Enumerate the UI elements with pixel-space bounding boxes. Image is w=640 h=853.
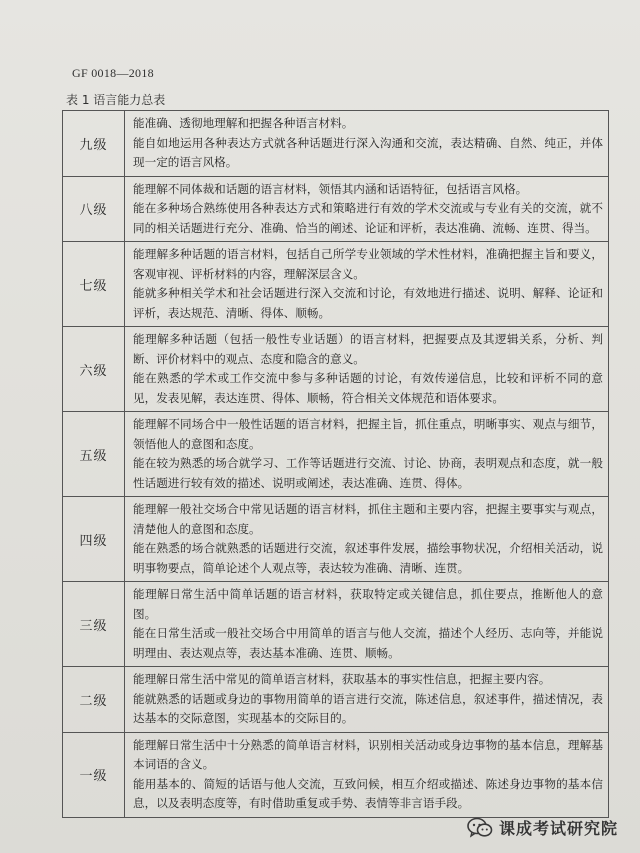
description-line: 能在熟悉的场合就熟悉的话题进行交流，叙述事件发展，描绘事物状况，介绍相关活动，说明事物要点，简单论述个人观点等，表达较为准确、清晰、连贯。: [133, 541, 603, 575]
table-caption: 表 1 语言能力总表: [66, 93, 166, 107]
description-line: 能用基本的、简短的话语与他人交流，互致问候，相互介绍或描述、陈述身边事物的基本信息，以及表明态度等，有时借助重复或手势、表情等非言语手段。: [133, 776, 603, 810]
description-line: 能理解多种话题（包括一般性专业话题）的语言材料，把握要点及其逻辑关系，分析、判断、评价材料中的观点、态度和隐含的意义。: [133, 332, 603, 366]
level-name: 二级: [63, 667, 125, 733]
level-description: [125, 327, 609, 412]
table-row: [63, 242, 609, 327]
level-description: [125, 732, 609, 817]
table-row: [63, 732, 609, 817]
description-line: 能理解不同体裁和话题的语言材料，领悟其内涵和话语特征，包括语言风格。: [133, 181, 528, 196]
description-line: 能理解一般社交场合中常见话题的语言材料，抓住主题和主要内容，把握主要事实与观点，清楚他人的意图和态度。: [133, 502, 603, 536]
watermark-text: 课成考试研究院: [498, 819, 618, 838]
description-line: 能理解日常生活中十分熟悉的简单语言材料，识别相关活动或身边事物的基本信息，理解基本词语的含义。: [133, 737, 603, 771]
table-row: [63, 667, 609, 733]
description-line: 能在熟悉的学术或工作交流中参与多种话题的讨论，有效传递信息，比较和评析不同的意见，发表见解，表达连贯、得体、顺畅，符合相关文体规范和语体要求。: [133, 371, 603, 405]
description-line: 能理解不同场合中一般性话题的语言材料，把握主旨，抓住重点，明晰事实、观点与细节，领悟他人的意图和态度。: [133, 417, 603, 451]
level-description: [125, 111, 609, 177]
description-line: 能准确、透彻地理解和把握各种语言材料。: [133, 116, 354, 130]
level-description: [125, 667, 609, 733]
level-description: [125, 242, 609, 327]
description-line: 能在日常生活或一般社交场合中用简单的语言与他人交流，描述个人经历、志向等，并能说明理由、表达观点等，表达基本准确、连贯、顺畅。: [133, 626, 603, 660]
table-row: [63, 176, 609, 242]
table-row: [63, 111, 609, 177]
level-name: 四级: [63, 497, 125, 582]
table-row: [63, 497, 609, 582]
level-description: [125, 582, 609, 667]
level-description: [125, 497, 609, 582]
level-name: 三级: [63, 582, 125, 667]
language-ability-table: [62, 110, 609, 818]
description-line: 能理解日常生活中常见的简单语言材料，获取基本的事实性信息，把握主要内容。: [133, 672, 551, 686]
table-row: [63, 327, 609, 412]
level-description: [125, 176, 609, 242]
level-name: 七级: [63, 242, 125, 327]
level-name: 九级: [63, 111, 125, 177]
level-name: 一级: [63, 732, 125, 817]
document-code: GF 0018—2018: [72, 66, 154, 80]
level-name: 八级: [63, 176, 125, 242]
description-line: 能在较为熟悉的场合就学习、工作等话题进行交流、讨论、协商，表明观点和态度，就一般性话题进行较有效的描述、说明或阐述，表达准确、连贯、得体。: [133, 456, 603, 490]
table-row: [63, 412, 609, 497]
level-name: 六级: [63, 327, 125, 412]
description-line: 能自如地运用各种表达方式就各种话题进行深入沟通和交流，表达精确、自然、纯正，并体现一定的语言风格。: [133, 135, 603, 169]
wechat-icon: [467, 817, 493, 839]
level-name: 五级: [63, 412, 125, 497]
description-line: 能就多种相关学术和社会话题进行深入交流和讨论，有效地进行描述、说明、解释、论证和评析，表达规范、清晰、得体、顺畅。: [133, 286, 603, 320]
description-line: 能就熟悉的话题或身边的事物用简单的语言进行交流，陈述信息，叙述事件，描述情况，表达基本的交际意图，实现基本的交际目的。: [133, 691, 603, 725]
description-line: 能理解日常生活中简单话题的语言材料，获取特定或关键信息，抓住要点，推断他人的意图。: [133, 587, 603, 621]
description-line: 能在多种场合熟练使用各种表达方式和策略进行有效的学术交流或与专业有关的交流，就不同的相关话题进行充分、准确、恰当的阐述、论证和评析，表达准确、流畅、连贯、得当。: [133, 201, 603, 235]
table-row: [63, 582, 609, 667]
description-line: 能理解多种话题的语言材料，包括自己所学专业领域的学术性材料，准确把握主旨和要义，客观审视、评析材料的内容，理解深层含义。: [133, 247, 603, 281]
watermark: [467, 816, 618, 839]
level-description: [125, 412, 609, 497]
